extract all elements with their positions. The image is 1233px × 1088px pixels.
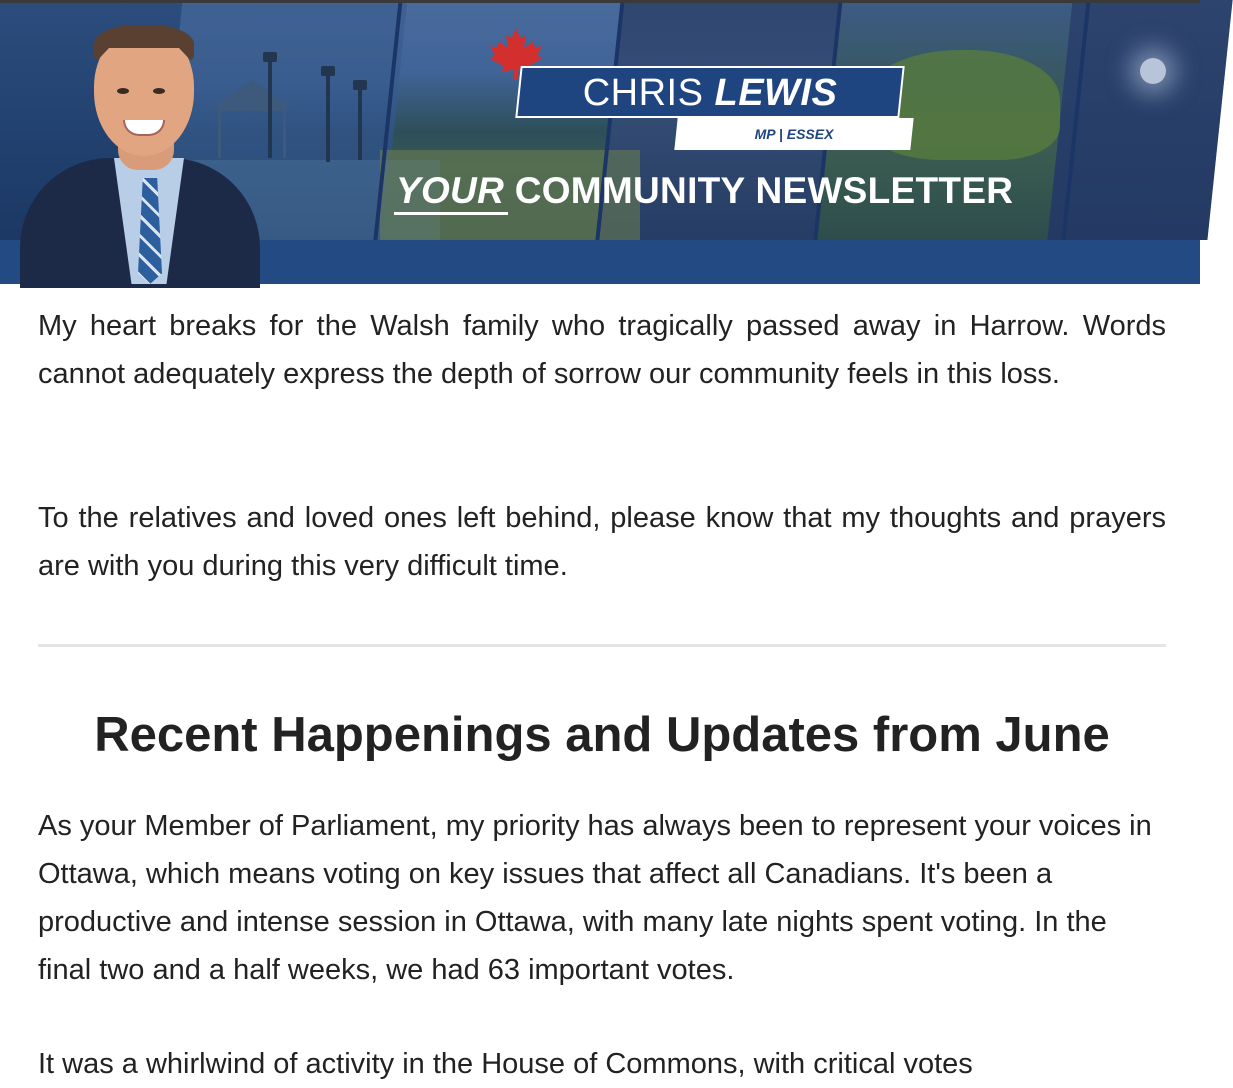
condolence-paragraph-2: To the relatives and loved ones left behind, please know that my thoughts and prayers are with you during this very difficult time.: [38, 502, 1166, 582]
riding-label: MP | ESSEX: [754, 126, 834, 142]
lamppost-icon: [268, 58, 272, 158]
portrait-eye: [117, 88, 129, 94]
lamppost-head-icon: [353, 80, 367, 90]
updates-paragraph-2: It was a whirlwind of activity in the House of Commons, with critical votes: [38, 1048, 973, 1080]
mp-last-name: LEWIS: [714, 72, 838, 114]
portrait-eye: [153, 88, 165, 94]
tagline-emphasis: YOUR: [396, 170, 505, 211]
lamppost-head-icon: [321, 66, 335, 76]
mp-first-name: CHRIS: [582, 72, 715, 114]
tagline-rest: COMMUNITY NEWSLETTER: [504, 170, 1014, 211]
mp-name: [520, 70, 900, 116]
section-heading: Recent Happenings and Updates from June: [94, 708, 1110, 762]
lamppost-icon: [326, 72, 330, 162]
mp-portrait: [10, 18, 260, 284]
lamppost-icon: [358, 86, 362, 160]
section-divider: [38, 644, 1166, 647]
newsletter-header-banner: [0, 0, 1200, 284]
newsletter-tagline: [396, 168, 1096, 214]
moon-decoration: [1140, 58, 1166, 84]
banner-top-edge: [0, 0, 1200, 3]
tagline-underline: [394, 212, 508, 215]
lamppost-head-icon: [263, 52, 277, 62]
updates-paragraph: As your Member of Parliament, my priority has always been to represent your voices in Ottawa, which means voting on key issues that affect all Canadians. It's been a productive and intense session in Ottawa, with many late nights spent voting. In the final two and a half weeks, we had 63 important votes.: [38, 810, 1152, 986]
condolence-paragraph: My heart breaks for the Walsh family who tragically passed away in Harrow. Words cannot adequately express the depth of sorrow our community feels in this loss.: [38, 310, 1166, 390]
